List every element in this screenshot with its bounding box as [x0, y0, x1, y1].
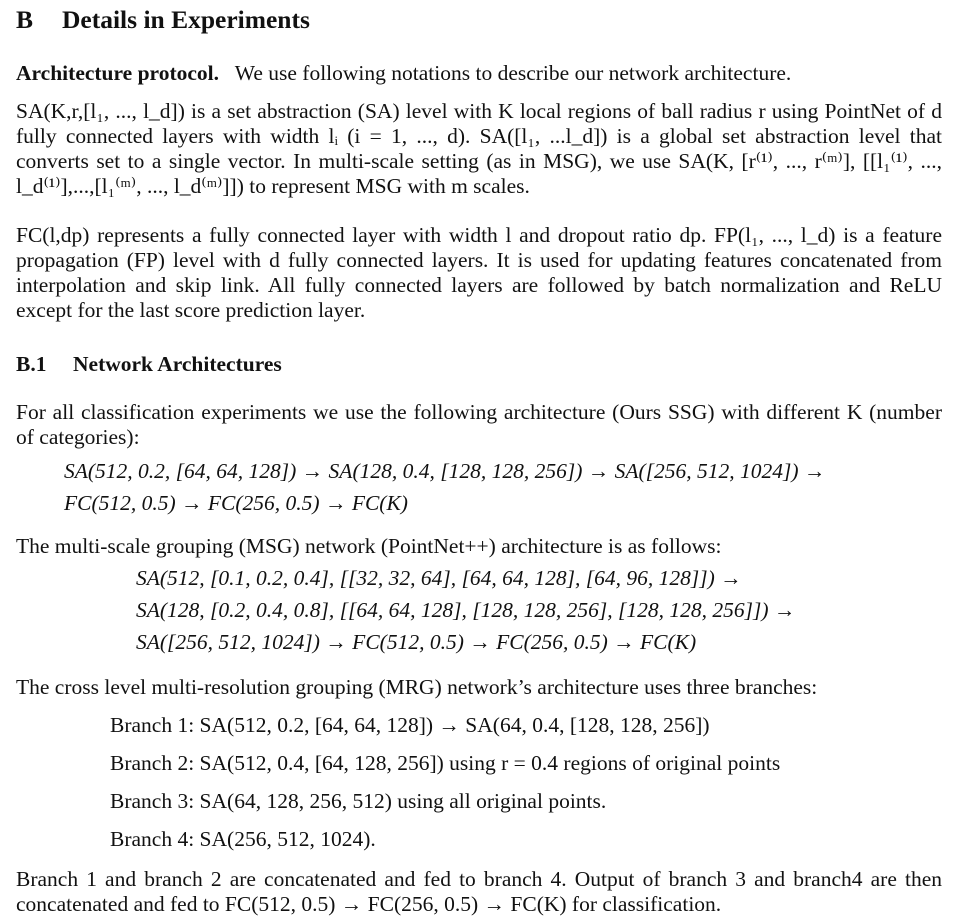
subsection-heading — [16, 352, 282, 377]
mrg-outro-paragraph: Branch 1 and branch 2 are concatenated and fed to branch 4. Output of branch 3 and branch4 are then concatenated and fed to FC(512, 0.5) → FC(256, 0.5) → FC(K) for classification. — [16, 867, 942, 916]
architecture-protocol-paragraph — [16, 61, 942, 86]
msg-equation-line-2: SA(128, [0.2, 0.4, 0.8], [[64, 64, 128], [128, 128, 256], [128, 128, 256]]) → — [136, 598, 796, 622]
section-title: Details in Experiments — [62, 5, 310, 34]
msg-equation-line-1: SA(512, [0.1, 0.2, 0.4], [[32, 32, 64], [64, 64, 128], [64, 96, 128]]) → — [136, 566, 742, 590]
mrg-branch-3: Branch 3: SA(64, 128, 256, 512) using all original points. — [110, 789, 607, 813]
subsection-title: Network Architectures — [73, 352, 282, 376]
ssg-intro-paragraph: For all classification experiments we use the following architecture (Ours SSG) with different K (number of categories): — [16, 400, 942, 449]
subsection-number: B.1 — [16, 352, 47, 376]
architecture-protocol-intro: We use following notations to describe our network architecture. — [234, 61, 792, 85]
ssg-equation-line-2: FC(512, 0.5) → FC(256, 0.5) → FC(K) — [64, 491, 408, 515]
ssg-equation-line-1: SA(512, 0.2, [64, 64, 128]) → SA(128, 0.4, [128, 128, 256]) → SA([256, 512, 1024]) → — [64, 459, 826, 483]
mrg-branch-1: Branch 1: SA(512, 0.2, [64, 64, 128]) → SA(64, 0.4, [128, 128, 256]) — [110, 713, 710, 737]
mrg-branch-2: Branch 2: SA(512, 0.4, [64, 128, 256]) using r = 0.4 regions of original points — [110, 751, 781, 775]
mrg-branch-4: Branch 4: SA(256, 512, 1024). — [110, 827, 376, 851]
architecture-protocol-heading: Architecture protocol. — [16, 61, 220, 85]
mrg-intro-paragraph: The cross level multi-resolution grouping (MRG) network’s architecture uses three branches: — [16, 675, 818, 699]
msg-intro-paragraph: The multi-scale grouping (MSG) network (PointNet++) architecture is as follows: — [16, 534, 722, 558]
section-number: B — [16, 5, 34, 34]
section-heading — [16, 5, 310, 35]
fc-fp-definition-paragraph: FC(l,dp) represents a fully connected layer with width l and dropout ratio dp. FP(l₁, ..., l_d) is a feature propagation (FP) level with d fully connected layers. It is used for updating features concatenated from interpolation and skip link. All fully connected layers are followed by batch normalization and ReLU except for the last score prediction layer. — [16, 223, 942, 322]
msg-equation-line-3: SA([256, 512, 1024]) → FC(512, 0.5) → FC(256, 0.5) → FC(K) — [136, 630, 697, 654]
sa-definition-paragraph: SA(K,r,[l₁, ..., l_d]) is a set abstraction (SA) level with K local regions of ball radius r using PointNet of d fully connected layers with width lᵢ (i = 1, ..., d). SA([l₁, ...l_d]) is a global set abstraction level that converts set to a single vector. In multi-scale setting (as in MSG), we use SA(K, [r⁽¹⁾, ..., r⁽ᵐ⁾], [[l₁⁽¹⁾, ..., l_d⁽¹⁾],...,[l₁⁽ᵐ⁾, ..., l_d⁽ᵐ⁾]]) to represent MSG with m scales. — [16, 99, 942, 198]
